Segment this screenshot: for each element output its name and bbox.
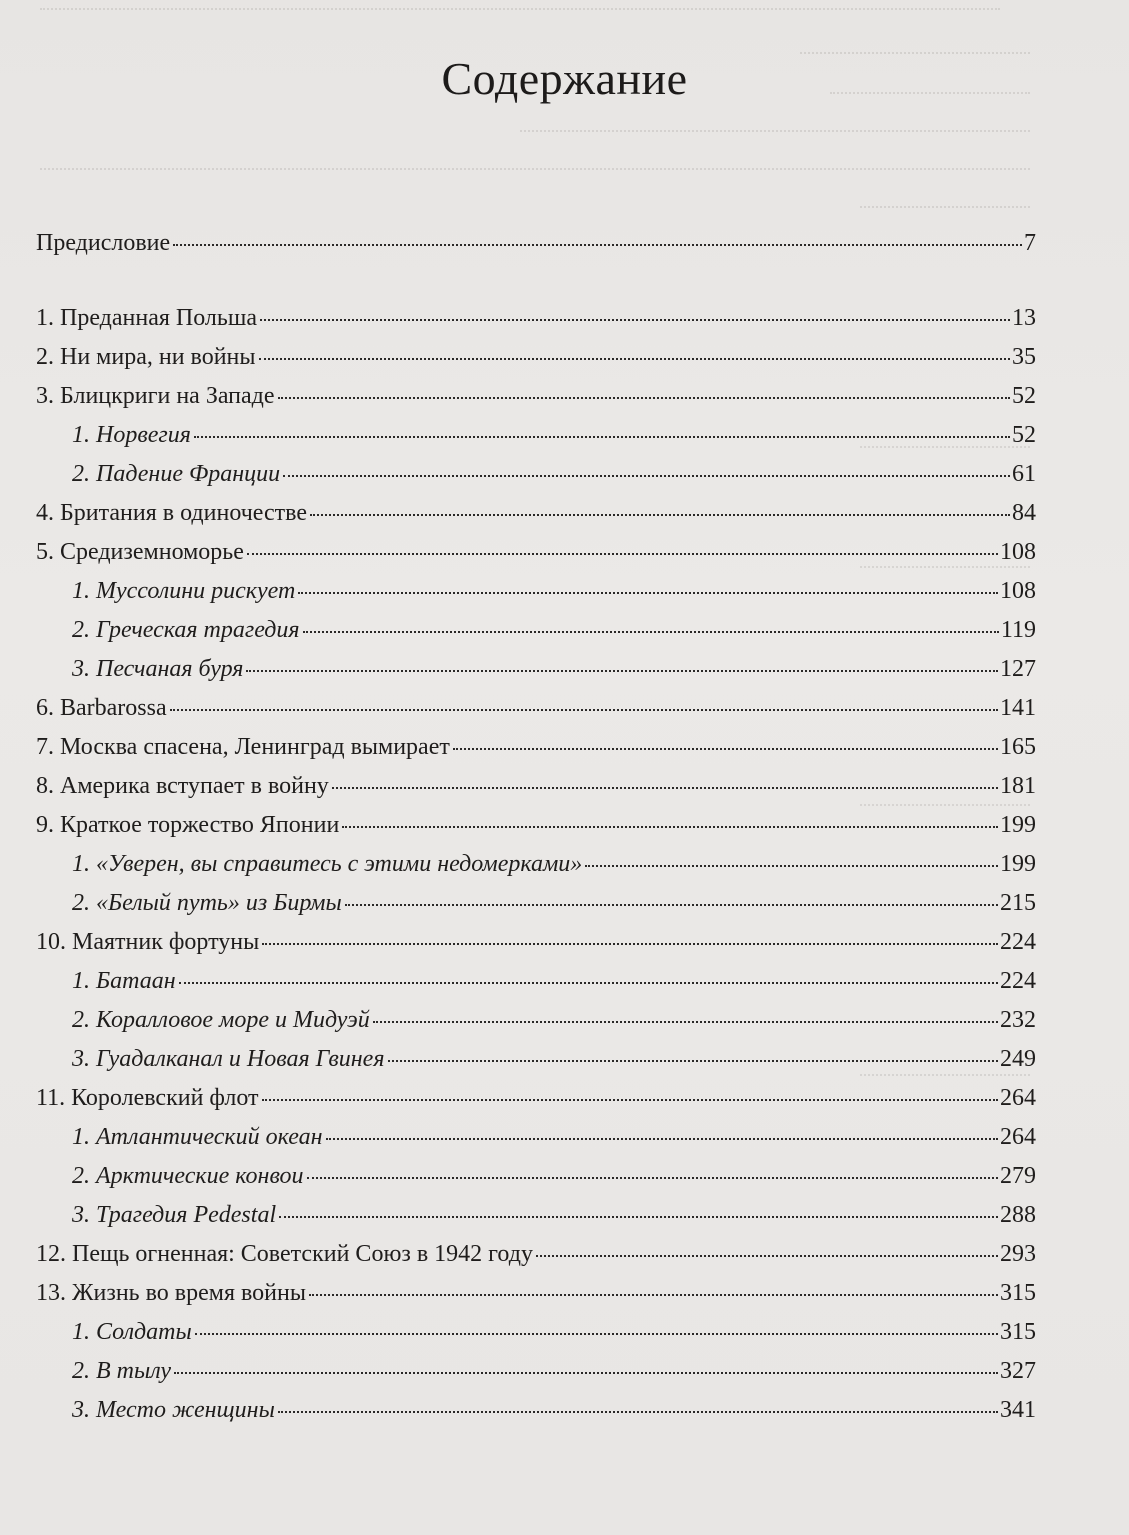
toc-page-number: 327 bbox=[1000, 1358, 1036, 1384]
toc-entry bbox=[36, 224, 1036, 263]
toc-entry bbox=[36, 728, 1036, 767]
toc-entry-label: 2. В тылу bbox=[72, 1358, 172, 1384]
toc-subentry bbox=[36, 1040, 1036, 1079]
toc-subentry bbox=[36, 1196, 1036, 1235]
toc-entry-label: 6. Barbarossa bbox=[36, 695, 167, 721]
toc-page-number: 84 bbox=[1012, 500, 1036, 526]
toc-entry bbox=[36, 1079, 1036, 1118]
toc-entry bbox=[36, 1235, 1036, 1274]
toc-page-number: 288 bbox=[1000, 1202, 1036, 1228]
toc-entry bbox=[36, 689, 1036, 728]
toc-subentry bbox=[36, 611, 1036, 650]
dot-leader bbox=[262, 1097, 998, 1101]
toc-page-number: 224 bbox=[1000, 929, 1036, 955]
toc-entry-label: 7. Москва спасена, Ленинград вымирает bbox=[36, 734, 450, 760]
toc-page-number: 315 bbox=[1000, 1319, 1036, 1345]
dot-leader bbox=[326, 1136, 998, 1140]
toc-page-number: 127 bbox=[1000, 656, 1036, 682]
dot-leader bbox=[262, 941, 998, 945]
dot-leader bbox=[298, 590, 998, 594]
toc-page-number: 224 bbox=[1000, 968, 1036, 994]
toc-subentry bbox=[36, 1313, 1036, 1352]
dot-leader bbox=[179, 980, 998, 984]
toc-page-number: 165 bbox=[1000, 734, 1036, 760]
toc-entry-label: 2. Греческая трагедия bbox=[72, 617, 300, 643]
toc-entry-label: 13. Жизнь во время войны bbox=[36, 1280, 306, 1306]
toc-subentry bbox=[36, 1157, 1036, 1196]
dot-leader bbox=[278, 395, 1010, 399]
toc-page-number: 108 bbox=[1000, 578, 1036, 604]
toc-page-number: 52 bbox=[1012, 383, 1036, 409]
toc-subentry bbox=[36, 650, 1036, 689]
toc-subentry bbox=[36, 845, 1036, 884]
page-title: Содержание bbox=[441, 53, 688, 104]
toc-entry-label: 10. Маятник фортуны bbox=[36, 929, 260, 955]
toc-entry-label: 9. Краткое торжество Японии bbox=[36, 812, 340, 838]
dot-leader bbox=[194, 434, 1010, 438]
toc-subentry bbox=[36, 572, 1036, 611]
toc-page-number: 7 bbox=[1024, 230, 1036, 256]
dot-leader bbox=[453, 746, 998, 750]
dot-leader bbox=[170, 707, 998, 711]
dot-leader bbox=[345, 902, 998, 906]
toc-entry bbox=[36, 377, 1036, 416]
dot-leader bbox=[585, 863, 998, 867]
toc-entry-label: 1. Преданная Польша bbox=[36, 305, 257, 331]
toc-entry bbox=[36, 1274, 1036, 1313]
toc-subentry bbox=[36, 416, 1036, 455]
toc-entry-label: 1. Муссолини рискует bbox=[72, 578, 296, 604]
toc-page-number: 119 bbox=[1000, 617, 1036, 643]
toc-entry bbox=[36, 767, 1036, 806]
dot-leader bbox=[283, 473, 1010, 477]
toc-entry bbox=[36, 299, 1036, 338]
toc-entry-label: 2. Ни мира, ни войны bbox=[36, 344, 256, 370]
dot-leader bbox=[307, 1175, 998, 1179]
toc-entry-label: 11. Королевский флот bbox=[36, 1085, 259, 1111]
toc-page-number: 199 bbox=[1000, 812, 1036, 838]
toc-page-number: 232 bbox=[1000, 1007, 1036, 1033]
toc-page-number: 215 bbox=[1000, 890, 1036, 916]
dot-leader bbox=[388, 1058, 999, 1062]
toc-page-number: 249 bbox=[1000, 1046, 1036, 1072]
toc-entry-label: 3. Место женщины bbox=[72, 1397, 275, 1423]
toc-page-number: 108 bbox=[1000, 539, 1036, 565]
table-of-contents bbox=[36, 224, 1036, 1430]
toc-entry-label: 12. Пещь огненная: Советский Союз в 1942 году bbox=[36, 1241, 533, 1267]
toc-subentry bbox=[36, 962, 1036, 1001]
toc-subentry bbox=[36, 1352, 1036, 1391]
dot-leader bbox=[246, 668, 998, 672]
toc-page-number: 293 bbox=[1000, 1241, 1036, 1267]
dot-leader bbox=[247, 551, 998, 555]
dot-leader bbox=[303, 629, 999, 633]
toc-entry-label: 3. Песчаная буря bbox=[72, 656, 244, 682]
toc-entry-label: 1. Батаан bbox=[72, 968, 176, 994]
dot-leader bbox=[309, 1292, 998, 1296]
toc-page-number: 181 bbox=[1000, 773, 1036, 799]
toc-entry-label: 2. «Белый путь» из Бирмы bbox=[72, 890, 342, 916]
toc-subentry bbox=[36, 884, 1036, 923]
toc-entry bbox=[36, 338, 1036, 377]
toc-entry-label: 5. Средиземноморье bbox=[36, 539, 244, 565]
dot-leader bbox=[259, 356, 1010, 360]
toc-entry-label: 3. Блицкриги на Западе bbox=[36, 383, 275, 409]
dot-leader bbox=[195, 1331, 998, 1335]
toc-page-number: 264 bbox=[1000, 1124, 1036, 1150]
toc-page-number: 13 bbox=[1012, 305, 1036, 331]
toc-entry bbox=[36, 533, 1036, 572]
toc-entry-label: 3. Гуадалканал и Новая Гвинея bbox=[72, 1046, 385, 1072]
toc-subentry bbox=[36, 455, 1036, 494]
toc-page-number: 279 bbox=[1000, 1163, 1036, 1189]
toc-entry-label: 1. «Уверен, вы справитесь с этими недомерками» bbox=[72, 851, 583, 877]
toc-entry-label: 2. Падение Франции bbox=[72, 461, 281, 487]
toc-page-number: 141 bbox=[1000, 695, 1036, 721]
toc-subentry bbox=[36, 1001, 1036, 1040]
dot-leader bbox=[279, 1214, 998, 1218]
dot-leader bbox=[310, 512, 1010, 516]
toc-entry-label: 1. Норвегия bbox=[72, 422, 191, 448]
toc-subentry bbox=[36, 1118, 1036, 1157]
dot-leader bbox=[278, 1409, 998, 1413]
toc-page-number: 341 bbox=[1000, 1397, 1036, 1423]
dot-leader bbox=[536, 1253, 998, 1257]
toc-entry-label: 2. Коралловое море и Мидуэй bbox=[72, 1007, 370, 1033]
dot-leader bbox=[260, 317, 1010, 321]
dot-leader bbox=[342, 824, 998, 828]
toc-page-number: 61 bbox=[1012, 461, 1036, 487]
toc-subentry bbox=[36, 1391, 1036, 1430]
toc-entry-label: 8. Америка вступает в войну bbox=[36, 773, 329, 799]
toc-page-number: 199 bbox=[1000, 851, 1036, 877]
dot-leader bbox=[332, 785, 998, 789]
toc-entry-label: 3. Трагедия Pedestal bbox=[72, 1202, 277, 1228]
toc-entry-label: 1. Атлантический океан bbox=[72, 1124, 323, 1150]
dot-leader bbox=[174, 1370, 998, 1374]
dot-leader bbox=[373, 1019, 998, 1023]
toc-entry bbox=[36, 494, 1036, 533]
toc-entry bbox=[36, 806, 1036, 845]
toc-page-number: 264 bbox=[1000, 1085, 1036, 1111]
toc-entry-label: 1. Солдаты bbox=[72, 1319, 192, 1345]
toc-page-number: 52 bbox=[1012, 422, 1036, 448]
toc-entry bbox=[36, 923, 1036, 962]
toc-entry-label: 4. Британия в одиночестве bbox=[36, 500, 308, 526]
toc-page-number: 315 bbox=[1000, 1280, 1036, 1306]
toc-entry-label: Предисловие bbox=[36, 230, 171, 256]
toc-entry-label: 2. Арктические конвои bbox=[72, 1163, 304, 1189]
toc-page-number: 35 bbox=[1012, 344, 1036, 370]
dot-leader bbox=[173, 242, 1022, 246]
